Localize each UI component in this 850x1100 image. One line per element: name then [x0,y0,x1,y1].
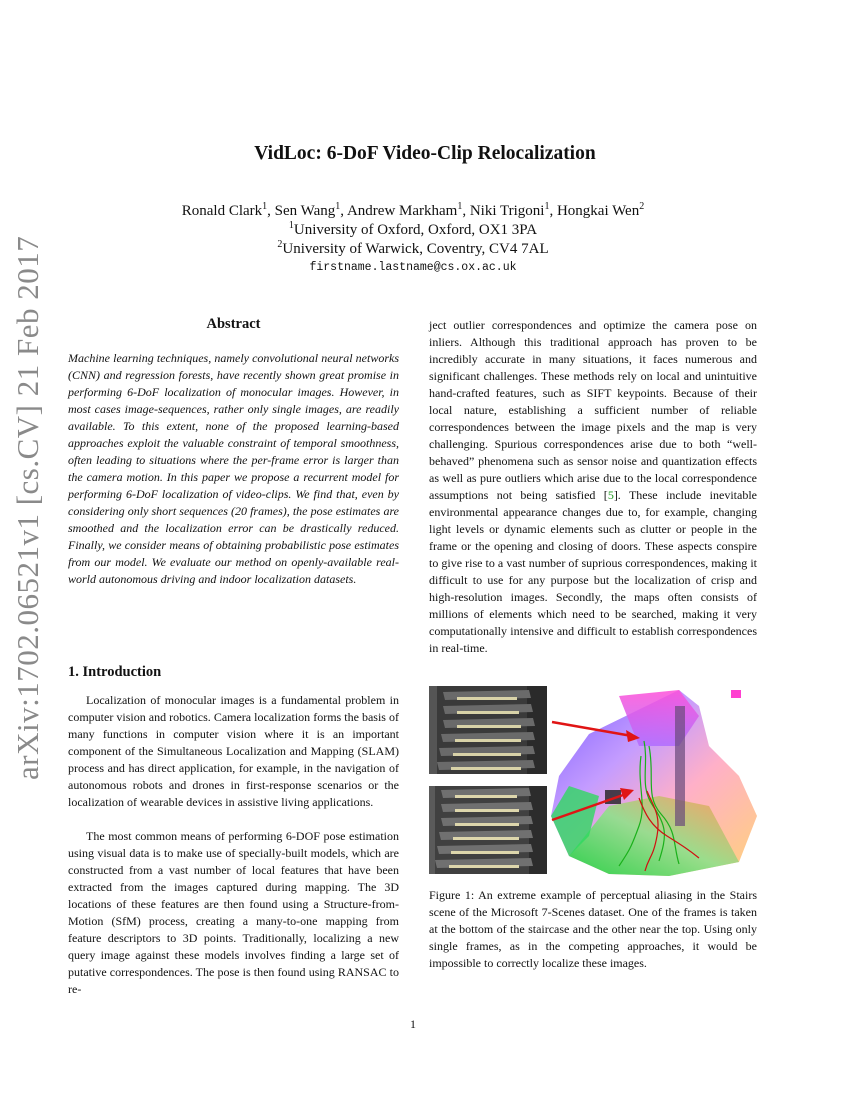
affiliation-line [0,239,826,258]
figure-caption: Figure 1: An extreme example of perceptual aliasing in the Stairs scene of the Microsoft 7-Scenes dataset. One of the frames is taken at the bottom of the staircase and the other near the top. Using only single frames, as in the competing approaches, it would be impossible to correctly localize these images. [429,888,757,970]
affiliation-line [0,220,826,239]
abstract-heading: Abstract [206,316,261,332]
affiliation-text: University of Warwick, Coventry, CV4 7AL [282,241,549,257]
author-name: Hongkai Wen [556,203,640,219]
author-affiliation-mark: 1 [335,201,341,212]
arxiv-stamp: arXiv:1702.06521v1 [cs.CV] 21 Feb 2017 [10,235,45,780]
paragraph-text: ]. These include inevitable environmental appearance changes due to, for example, changing light levels or dynamic elements such as clutter or people in the frame or the opening and closing of doors. These aspects conspire to give rise to a vast number of suprious correspondences, making it difficult to use for any purpose but the localization of crisp and high-resolution images. Secondly, the maps often consists of millions of elements which need to be searched, making it very computationally intensive and difficult to establish correspondences in real-time. [429,488,757,655]
figure-arrows [540,700,650,830]
author-affiliation-mark: 2 [639,201,645,212]
arrow-head-top [626,730,640,742]
stairs-photo-bottom [429,786,547,874]
author-name: Niki Trigoni [469,203,545,219]
author-affiliation-mark: 1 [457,201,463,212]
citation-link[interactable]: 5 [607,488,614,502]
author-email[interactable]: firstname.lastname@cs.ox.ac.uk [309,261,517,274]
right-column-paragraph [429,317,757,657]
author-affiliation-mark: 1 [262,201,268,212]
author-name: Ronald Clark [181,203,263,219]
introduction-paragraph-1: Localization of monocular images is a fundamental problem in computer vision and robotics. Camera localization forms the basis of many functions in computer vision where it is an important component of the Simultaneous Localization and Mapping (SLAM) process and has direct application, for example, in the navigation of autonomous robots and drones in first-response scenarios or the localization of wearable devices in assistive living applications. [68,693,399,809]
introduction-paragraph-2: The most common means of performing 6-DOF pose estimation using visual data is to make use of specially-built models, which are constructed from a vast number of local features that have been extracted from the images captured during mapping. The 3D locations of these features are then found using a Structure-from-Motion (SfM) process, creating a many-to-one mapping from feature descriptors to 3D points. Traditionally, localizing a new query image against these models involves finding a large set of putative correspondences. The pose is then found using RANSAC to re- [68,829,399,996]
author-name: Sen Wang [274,203,336,219]
affiliation-mark: 2 [277,239,283,250]
arrow-head-bottom [620,788,634,800]
introduction-heading: 1. Introduction [68,664,162,680]
abstract-body: Machine learning techniques, namely convolutional neural networks (CNN) and regression forests, have recently shown great promise in performing 6-DoF localization of monocular images. However, in most cases image-sequences, rather only single images, are readily available. To this extent, none of the proposed learning-based approaches exploit the valuable constraint of temporal smoothness, often leading to situations where the per-frame error is larger than the camera motion. In this paper we propose a recurrent model for performing 6-DoF localization of video-clips. We find that, even by considering only short sequences (20 frames), the pose estimates are smoothed and the localization error can be drastically reduced. Finally, we consider means of obtaining probabilistic pose estimates from our model. We evaluate our method on openly-available real-world autonomous driving and indoor localization datasets. [68,351,399,586]
author-list: Ronald Clark$^1$, Sen Wang$^1$, Andrew Markham$^1$, Niki Trigoni$^1$, Hongkai Wen$^2$ [181,201,645,219]
author-affiliation-mark: 1 [544,201,550,212]
arrow-line-top [552,722,632,736]
author-name: Andrew Markham [346,203,458,219]
affiliation-mark: 1 [288,220,294,231]
paragraph-text: ject outlier correspondences and optimize the camera pose on inliers. Although this traditional approach has proven to be incredibly accurate in many situations, it faces numerous and significant challenges. These methods rely on local and unintuitive hand-crafted features, such as SIFT keypoints. Because of their local nature, establishing a sufficient number of reliable correspondences between the image pixels and the map is very challenging. Spurious correspondences arise due to both “well-behaved” phenomena such as sensor noise and quantization effects as well as pure outliers which arise due to the local correspondence assumptions not being satisfied [ [429,318,757,502]
page-number: 1 [410,1017,416,1031]
stairs-photo-top [429,686,547,774]
affiliation-text: University of Oxford, Oxford, OX1 3PA [293,222,538,238]
paper-title: VidLoc: 6-DoF Video-Clip Relocalization [254,143,596,164]
arrow-line-bottom [552,794,626,820]
